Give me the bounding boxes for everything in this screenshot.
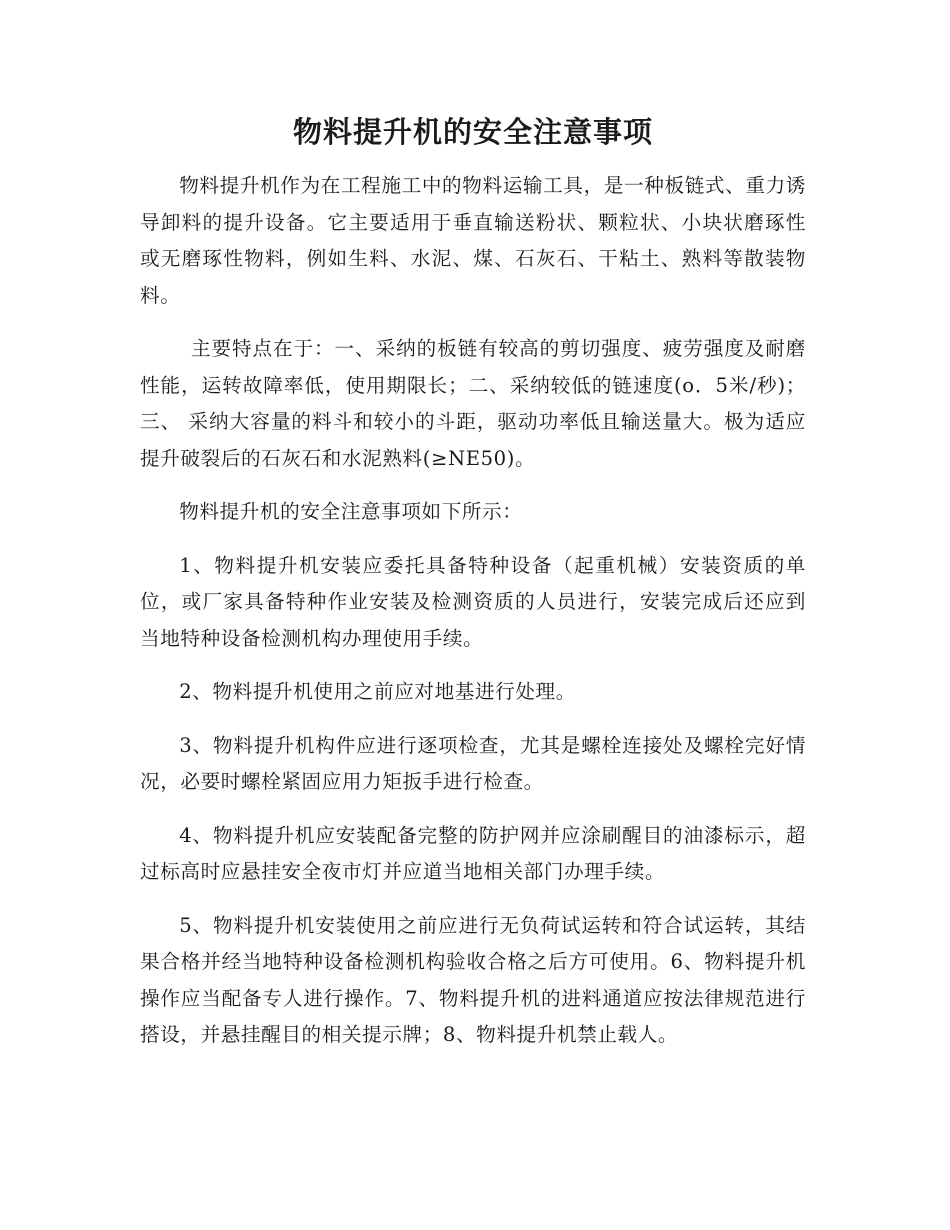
paragraph-item-4: 4、物料提升机应安装配备完整的防护网并应涂刷醒目的油漆标示，超过标高时应悬挂安全夜市灯并应道当地相关部门办理手续。 — [140, 823, 806, 883]
paragraph-item-3: 3、物料提升机构件应进行逐项检查，尤其是螺栓连接处及螺栓完好情况，必要时螺栓紧固应用力矩扳手进行检查。 — [140, 733, 806, 793]
document-page — [140, 110, 806, 1071]
paragraph-intro: 物料提升机作为在工程施工中的物料运输工具，是一种板链式、重力诱导卸料的提升设备。它主要适用于垂直输送粉状、颗粒状、小块状磨琢性或无磨琢性物料，例如生料、水泥、煤、石灰石、干粘土、熟料等散装物料。 — [140, 174, 806, 307]
paragraph-item-5-8: 5、物料提升机安装使用之前应进行无负荷试运转和符合试运转，其结果合格并经当地特种设备检测机构验收合格之后方可使用。6、物料提升机操作应当配备专人进行操作。7、物料提升机的进料通道应按法律规范进行搭设，并悬挂醒目的相关提示牌；8、物料提升机禁止载人。 — [140, 913, 806, 1046]
document-title: 物料提升机的安全注意事项 — [292, 115, 653, 149]
paragraph-item-1: 1、物料提升机安装应委托具备特种设备（起重机械）安装资质的单位，或厂家具备特种作业安装及检测资质的人员进行，安装完成后还应到当地特种设备检测机构办理使用手续。 — [140, 553, 806, 650]
paragraph-features: 主要特点在于：一、采纳的板链有较高的剪切强度、疲劳强度及耐磨性能，运转故障率低，使用期限长；二、采纳较低的链速度(o．5米/秒)；三、 采纳大容量的料斗和较小的斗距，驱动功率低且输送量大。极为适应提升破裂后的石灰石和水泥熟料(≥NE50)。 — [140, 337, 806, 470]
paragraph-safety-heading: 物料提升机的安全注意事项如下所示： — [179, 500, 523, 523]
paragraph-item-2: 2、物料提升机使用之前应对地基进行处理。 — [179, 680, 576, 703]
